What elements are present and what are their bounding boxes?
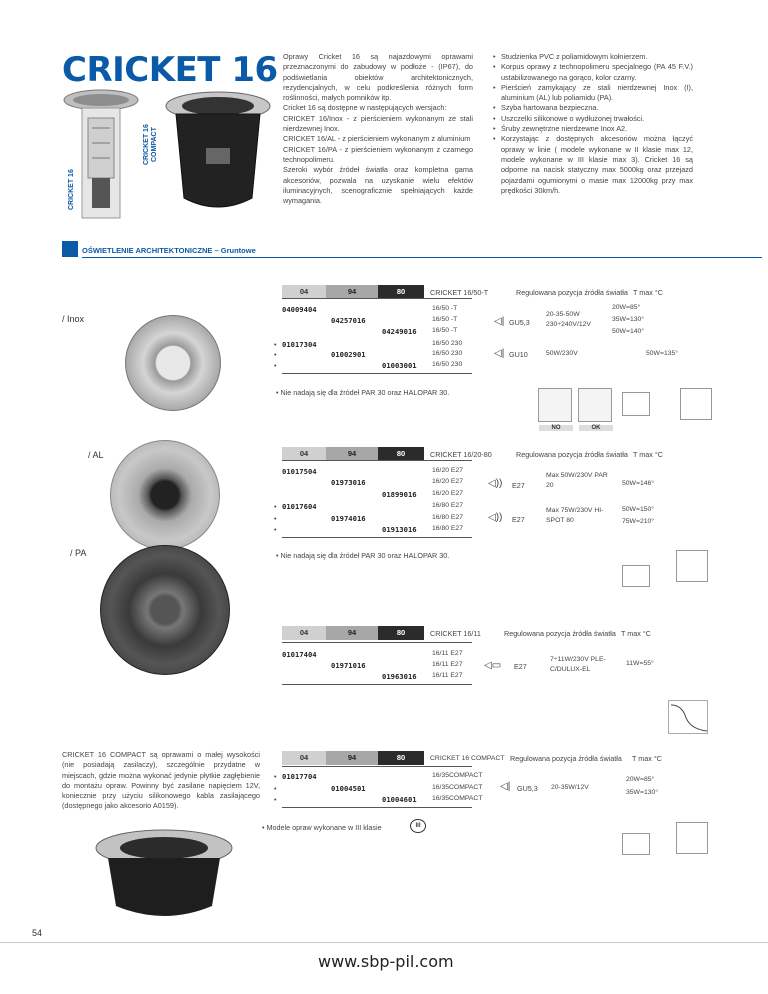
divider — [282, 373, 472, 374]
type: 16/50 -T — [432, 316, 458, 323]
temp: 35W=130° — [612, 316, 645, 323]
pictogram-ok — [578, 388, 612, 431]
code: 01971016 — [331, 661, 366, 670]
lamp-position-icon: ◁)) — [488, 478, 503, 489]
type: 16/35COMPACT — [432, 784, 483, 791]
row-bullet: • — [274, 795, 277, 804]
product-image-compact-bottom — [92, 826, 236, 922]
col-header-tmax: T max °C — [621, 629, 651, 638]
col-header-80: 80 — [378, 285, 424, 299]
section-title: OŚWIETLENIE ARCHITEKTONICZNE – Gruntowe — [82, 246, 256, 255]
type: 16/20 E27 — [432, 467, 463, 474]
col-header-94: 94 — [326, 626, 378, 640]
feature-item: • Pierścień zamykający ze stali nierdzewnej Inox (I), aluminium (AL) lub poliamidu (PA). — [493, 83, 693, 104]
power: 7÷11W/230V PLE-C/DULUX-EL — [550, 656, 606, 673]
col-header-tmax: T max °C — [632, 754, 662, 763]
code: 01963016 — [382, 672, 417, 681]
row-bullet: • — [274, 514, 277, 523]
col-header-80: 80 — [378, 447, 424, 461]
divider — [282, 684, 472, 685]
pictogram-position-icon — [622, 565, 650, 587]
col-header-94: 94 — [326, 285, 378, 299]
temp: 50W=135° — [646, 350, 679, 357]
class-iii-label: III — [415, 823, 421, 829]
temp: 35W=130° — [626, 789, 659, 796]
col-header-position: Regulowana pozycja źródła światła — [504, 629, 616, 638]
pictogram-position-icon — [622, 392, 650, 416]
pictogram-no-label: NO — [539, 425, 573, 431]
row-bullet: • — [274, 350, 277, 359]
type: 16/35COMPACT — [432, 795, 483, 802]
temp: 20W=85° — [626, 776, 655, 783]
code: 01017504 — [282, 467, 317, 476]
col-header-position: Regulowana pozycja źródła światła — [516, 450, 628, 459]
col-header-04: 04 — [282, 626, 326, 640]
col-header-tmax: T max °C — [633, 288, 663, 297]
model-name: CRICKET 16 COMPACT — [430, 755, 505, 762]
version-al: CRICKET 16/AL - z pierścieniem wykonanym z aluminium — [283, 134, 471, 144]
finish-label-inox: / Inox — [62, 314, 85, 324]
model-name: CRICKET 16/11 — [430, 629, 481, 638]
model-name: CRICKET 16/20-80 — [430, 450, 492, 459]
temp: 11W=55° — [626, 660, 654, 667]
row-bullet: • — [274, 361, 277, 370]
intro-closing: Szeroki wybór źródeł światła oraz kompletna gama akcesoriów, pozwala na uzyskanie wielu efektów iluminacyjnych, scenograficznie spełniających każde wymagania. — [283, 165, 473, 206]
divider — [282, 537, 472, 538]
type: 16/50 230 — [432, 340, 463, 347]
page-title: CRICKET 16 — [62, 50, 278, 90]
feature-item: • Śruby zewnętrzne nierdzewne Inox A2. — [493, 124, 693, 134]
pictogram-ok-label: OK — [579, 425, 613, 431]
code: 01913016 — [382, 525, 417, 534]
lamp-position-icon: ◁| — [494, 348, 505, 359]
pictogram-orientation-icon — [680, 388, 712, 420]
code: 01002901 — [331, 350, 366, 359]
code: 04009404 — [282, 305, 317, 314]
col-header-position: Regulowana pozycja źródła światła — [516, 288, 628, 297]
lamp-image-inox — [125, 315, 221, 411]
finish-label-pa: / PA — [70, 548, 87, 558]
code: 01003001 — [382, 361, 417, 370]
col-header-tmax: T max °C — [633, 450, 663, 459]
divider — [282, 460, 472, 461]
lamp-position-icon: ◁▭ — [484, 660, 502, 671]
power: 20-35W/12V — [551, 784, 589, 791]
row-bullet: • — [274, 772, 277, 781]
pictogram-orientation-icon — [676, 550, 708, 582]
temp: 75W=210° — [622, 518, 655, 525]
code: 01017304 — [282, 340, 317, 349]
code: 01017404 — [282, 650, 317, 659]
side-label-compact-2: COMPACT — [151, 127, 158, 162]
row-bullet: • — [274, 502, 277, 511]
type: 16/80 E27 — [432, 502, 463, 509]
footer-divider — [0, 942, 768, 943]
type: 16/80 E27 — [432, 525, 463, 532]
version-pa: CRICKET 16/PA - z pierścieniem wykonanym z czarnego technopolimeru. — [283, 144, 473, 164]
pictogram-no — [538, 388, 572, 431]
socket: GU5,3 — [509, 318, 530, 327]
divider — [282, 766, 472, 767]
row-bullet: • — [274, 340, 277, 349]
product-image-cricket16 — [62, 88, 140, 226]
side-label-main: CRICKET 16 — [68, 169, 75, 210]
feature-list — [493, 52, 693, 196]
page-number: 54 — [32, 928, 43, 938]
code: 04257016 — [331, 316, 366, 325]
type: 16/20 E27 — [432, 478, 463, 485]
product-image-cricket16-compact — [162, 88, 274, 220]
type: 16/35COMPACT — [432, 772, 483, 779]
section-icon — [62, 241, 78, 257]
socket: E27 — [512, 515, 525, 524]
row-bullet: • — [274, 525, 277, 534]
compact-description: CRICKET 16 COMPACT są oprawami o małej wysokości (nie posiadają zasilaczy), szczególnie przydatne w miejscach, gdzie można wykonać jedynie płytkie zagłębienie do montażu opraw. Powinny być zasilane napięciem 12V, koniecznie przy użyciu silikonowego kabla zasilającego (dostępnego jako akcesorio A0159). — [62, 750, 260, 811]
power: Max 50W/230V PAR 20 — [546, 472, 608, 489]
feature-item: • Szyba hartowana bezpieczna. — [493, 103, 693, 113]
code: 04249016 — [382, 327, 417, 336]
type: 16/11 E27 — [432, 672, 463, 679]
temp: 50W=146° — [622, 480, 655, 487]
side-label-compact-1: CRICKET 16 — [143, 124, 150, 165]
col-header-80: 80 — [378, 626, 424, 640]
lamp-image-al — [110, 440, 220, 550]
note-text: Nie nadają się dla źródeł PAR 30 oraz HALOPAR 30. — [280, 388, 450, 397]
lamp-position-icon: ◁| — [500, 781, 511, 792]
power: Max 75W/230V HI-SPOT 80 — [546, 507, 604, 524]
temp: 20W=85° — [612, 304, 641, 311]
code: 01973016 — [331, 478, 366, 487]
col-header-position: Regulowana pozycja źródła światła — [510, 754, 622, 763]
finish-label-al: / AL — [88, 450, 104, 460]
divider — [282, 807, 472, 808]
type: 16/11 E27 — [432, 650, 463, 657]
socket: E27 — [514, 662, 527, 671]
divider — [282, 298, 472, 299]
note: • Modele opraw wykonane w III klasie — [262, 823, 382, 832]
note: • Nie nadają się dla źródeł PAR 30 oraz HALOPAR 30. — [276, 388, 450, 397]
version-inox: CRICKET 16/Inox - z pierścieniem wykonanym ze stali nierdzewnej Inox. — [283, 113, 473, 134]
pictogram-position-icon — [622, 833, 650, 855]
code: 01017704 — [282, 772, 317, 781]
col-header-94: 94 — [326, 751, 378, 765]
type: 16/50 -T — [432, 327, 458, 334]
feature-item: • Uszczelki silikonowe o wydłużonej trwałości. — [493, 114, 693, 124]
temp: 50W=150° — [622, 506, 655, 513]
section-divider — [82, 257, 762, 258]
type: 16/80 E27 — [432, 514, 463, 521]
section-header — [62, 241, 762, 261]
power: 20-35-50W 230÷240V/12V — [546, 311, 591, 328]
note: • Nie nadają się dla źródeł PAR 30 oraz HALOPAR 30. — [276, 551, 450, 560]
code: 01004601 — [382, 795, 417, 804]
light-distribution-graph — [668, 700, 708, 734]
feature-item: • Korpus oprawy z technopolimeru specjalnego (PA 45 F.V.) ustabilizowanego na gorąco, kolor czarny. — [493, 62, 693, 83]
lamp-image-pa — [100, 545, 230, 675]
feature-item: • Korzystając z dostępnych akcesoriów można łączyć oprawy w linie ( modele wykonane w II klasie max 12, modele wykonane w III klasie max 3). Cricket 16 są odporne na nacisk statyczny max 5000kg oraz przejazd pojazdami ogumionymi o masie max 12000kg przy max prędkości 30km/h. — [493, 134, 693, 196]
code: 01899016 — [382, 490, 417, 499]
note-text: Nie nadają się dla źródeł PAR 30 oraz HALOPAR 30. — [280, 551, 450, 560]
code: 01017604 — [282, 502, 317, 511]
type: 16/50 230 — [432, 361, 463, 368]
code: 01974016 — [331, 514, 366, 523]
temp: 50W=140° — [612, 328, 645, 335]
feature-item: • Studzienka PVC z poliamidowym kołnierzem. — [493, 52, 693, 62]
versions-intro: Cricket 16 są dostępne w następujących wersjach: — [283, 103, 447, 113]
socket: GU10 — [509, 350, 528, 359]
col-header-04: 04 — [282, 285, 326, 299]
note-text: Modele opraw wykonane w III klasie — [266, 823, 382, 832]
type: 16/20 E27 — [432, 490, 463, 497]
socket: E27 — [512, 481, 525, 490]
lamp-position-icon: ◁)) — [488, 512, 503, 523]
row-bullet: • — [274, 784, 277, 793]
intro-paragraph: Oprawy Cricket 16 są najazdowymi oprawami przeznaczonymi do zabudowy w podłoże - (IP67), do podświetlania obiektów architektonicznych, rezydencjalnych, w celu podkreślenia różnych form roślinności, małych pomników itp. — [283, 52, 473, 103]
type: 16/50 230 — [432, 350, 463, 357]
socket: GU5,3 — [517, 784, 538, 793]
model-name: CRICKET 16/50-T — [430, 288, 489, 297]
lamp-position-icon: ◁| — [494, 316, 505, 327]
divider — [282, 642, 472, 643]
col-header-80: 80 — [378, 751, 424, 765]
type: 16/11 E27 — [432, 661, 463, 668]
pictogram-orientation-icon — [676, 822, 708, 854]
footer-url[interactable]: www.sbp-pil.com — [318, 952, 454, 971]
type: 16/50 -T — [432, 305, 458, 312]
code: 01004501 — [331, 784, 366, 793]
power: 50W/230V — [546, 350, 578, 357]
col-header-04: 04 — [282, 751, 326, 765]
col-header-94: 94 — [326, 447, 378, 461]
class-iii-badge — [410, 819, 426, 833]
intro-text — [283, 52, 473, 206]
col-header-04: 04 — [282, 447, 326, 461]
